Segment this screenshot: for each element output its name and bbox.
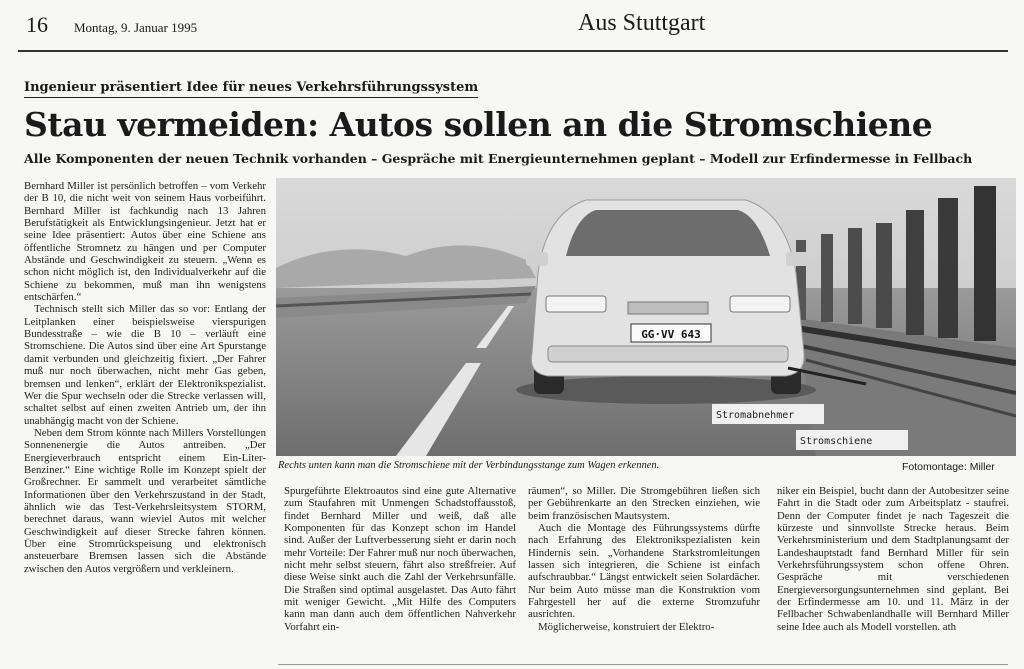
license-plate: GG·VV 643: [641, 328, 701, 341]
article-photo: [276, 178, 1016, 456]
photo-credit: Fotomontage: Miller: [902, 461, 995, 473]
article-column-1: [24, 180, 266, 575]
article-subhead: Alle Komponenten der neuen Technik vorhanden – Gespräche mit Energieunternehmen geplant – Modell zur Erfindermesse in Fellbach: [24, 151, 973, 166]
paragraph: Technisch stellt sich Miller das so vor: Entlang der Leitplanken einer beispielsweise vierspurigen Bundesstraße – wie die B 10 – verläuft eine Stromschiene. Die Autos sind über eine Art Spurstange damit verbunden und gleichzeitig fixiert. „Der Fahrer muß nur noch überwachen, nicht mehr Gas geben, bremsen und lenken“, erklärt der Elektronikspezialist. Wer die Spur wechseln oder die Strecke verlassen will, schaltet selbst auf einen zweiten Antrieb um, der ihn unabhängig macht von der Schiene.: [24, 303, 266, 427]
bottom-rule: [278, 664, 1008, 665]
paragraph: niker ein Beispiel, bucht dann der Autobesitzer seine Fahrt in die Stadt oder zum Arbeitsplatz - staufrei. Denn der Computer findet je nach Tageszeit die kürzeste und sinnvollste Strecke heraus. Beim Verkehrsministerium und dem Stadtplanungsamt der Landeshauptstadt fand Bernhard Miller für sein Verkehrsführungssystem schon offene Ohren. Gespräche mit verschiedenen Energieversorgungsunternehmen sind geplant. Bei der Erfindermesse am 10. und 11. März in der Fellbacher Schwabenlandhalle will Bernhard Miller seine Idee auch als Modell vorstellen. ath: [777, 485, 1009, 633]
article-column-4: [777, 485, 1009, 633]
paragraph: Auch die Montage des Führungssystems dürfte nach Erfahrung des Elektronikspezialisten kein Hindernis sein. „Vorhandene Starkstromleitungen lassen sich integrieren, die Schiene ist einfach aufschraubbar.“ Längst entwickelt seien Solardächer. Nur beim Auto müsse man die Konstruktion vom Fahrgestell her auf die externe Stromzufuhr ausrichten.: [528, 522, 760, 621]
masthead: [18, 8, 1008, 52]
paragraph: Möglicherweise, konstruiert der Elektro-: [538, 620, 715, 633]
photo-caption: Rechts unten kann man die Stromschiene mit der Verbindungsstange zum Wagen erkennen.: [278, 460, 660, 471]
article-kicker: Ingenieur präsentiert Idee für neues Verkehrsführungssystem: [24, 80, 478, 98]
page-number: 16: [26, 12, 48, 37]
paragraph: Neben dem Strom könnte nach Millers Vorstellungen Sonnenenergie die Autos antreiben. „Der Energieverbrauch entspricht einem Ein-Liter-Benziner.“ Eine wichtige Rolle im Konzept spielt der Großrechner. Er sammelt und verarbeitet sämtliche Informationen über den Verkehrszustand in der Stadt, ähnlich wie das Test-Verkehrsleitsystem STORM, berechnet daraus, wann wieviel Autos mit welcher Geschwindigkeit auf dieser Strecke fahren können. Über eine Stromrückspeisung und elektronisch ansteuerbare Bremsen lassen sich die Abstände zwischen den Autos vergrößern und verkleinern.: [24, 426, 266, 575]
label-current-collector: Stromabnehmer: [716, 410, 795, 421]
paragraph: Spurgeführte Elektroautos sind eine gute Alternative zum Staufahren mit Unmengen Schadstoffausstoß, findet Bernhard Miller und weiß, daß alle Komponenten für das Konzept schon im Handel sind. Außer der Luftverbesserung sieht er darin noch mehr Vorteile: Der Fahrer muß nur noch überwachen, nicht mehr selbst steuern, fährt also streßfreier. Auf diese Weise sinkt auch die Zahl der Verkehrsunfälle. Die Straßen sind optimal ausgelastet. Das Auto fährt mit weniger Gewicht. „Mit Hilfe des Computers kann man dann auch dem öffentlichen Nahverkehr Vorfahrt ein-: [284, 485, 516, 633]
issue-date: Montag, 9. Januar 1995: [74, 20, 198, 35]
section-title: Aus Stuttgart: [578, 10, 706, 36]
paragraph: Bernhard Miller ist persönlich betroffen – vom Verkehr der B 10, die nicht weit von seinem Haus vorbeiführt. Bernhard Miller ist fachkundig nach 13 Jahren Berufstätigkeit als Entwicklungsingenieur. Jetzt hat er seine Idee präsentiert: Autos über eine Schiene ans öffentliche Stromnetz zu hängen und per Computer Abstände und Geschwindigkeit zu steuern. „Wenn es schon nicht möglich ist, den Individualverkehr auf die Schiene zu bekommen, muß man ihn wenigstens entschärfen.“: [24, 180, 266, 304]
paragraph: räumen“, so Miller. Die Stromgebühren ließen sich per Gebührenkarte an den Strecken einziehen, wie beim französischen Mautsystem.: [528, 485, 760, 522]
label-power-rail: Stromschiene: [800, 436, 873, 447]
article-headline: Stau vermeiden: Autos sollen an die Stromschiene: [24, 105, 933, 144]
article-column-2: [284, 485, 516, 633]
article-column-3: [528, 485, 760, 633]
